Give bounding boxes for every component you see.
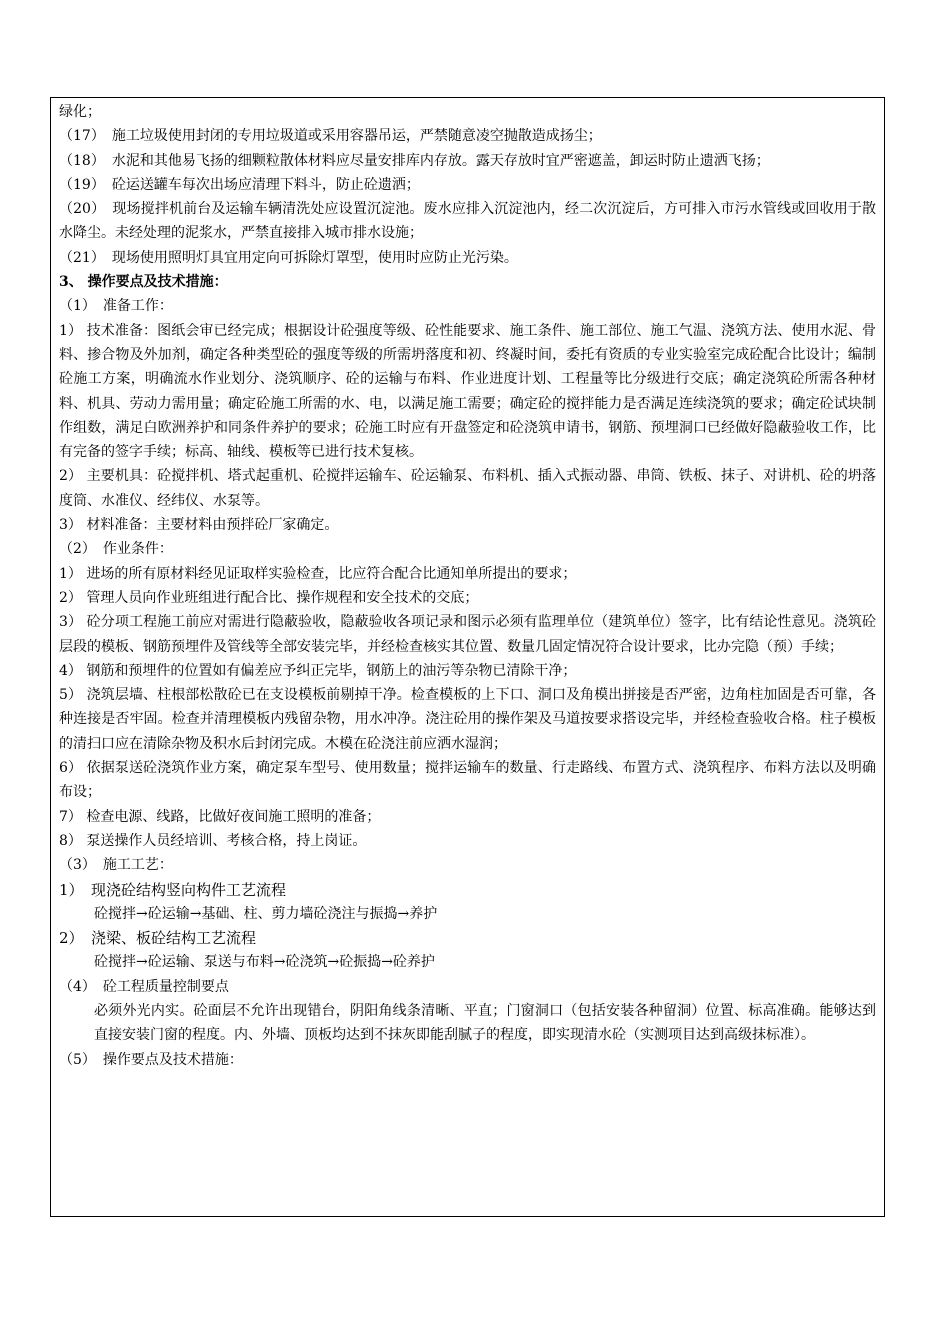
subsection-process: （3） 施工工艺： (59, 857, 173, 874)
cond-8: 8） 泵送操作人员经培训、考核合格，持上岗证。 (59, 832, 367, 849)
subsection-preparation: （1） 准备工作： (59, 298, 173, 315)
cond-2: 2） 管理人员向作业班组进行配合比、操作规程和安全技术的交底； (59, 589, 479, 606)
item-21: （21） 现场使用照明灯具宜用定向可拆除灯罩型，使用时应防止光污染。 (59, 249, 518, 266)
prep-materials: 3） 材料准备：主要材料由预拌砼厂家确定。 (59, 517, 339, 534)
section-3-heading: 3、 操作要点及技术措施： (59, 274, 228, 291)
cond-5: 5） 浇筑层墙、柱根部松散砼已在支设模板前剔掉干净。检查模板的上下口、洞口及角模出拼接是否严密，边角柱加固是否可靠，各种连接是否牢固。检查并清理模板内残留杂物，用水冲净。浇注砼用的操作架及马道按要求搭设完毕，并经检查验收合格。柱子模板的清扫口应在清除杂物及积水后封闭完成。木模在砼浇注前应洒水湿润； (59, 687, 876, 752)
quality-text: 必须外光内实。砼面层不允许出现错台，阴阳角线条清晰、平直；门窗洞口（包括安装各种留洞）位置、标高准确。能够达到直接安装门窗的程度。内、外墙、顶板均达到不抹灰即能刮腻子的程度，即实现清水砼（实测项目达到高级抹标准）。 (94, 1002, 876, 1044)
document-frame (50, 97, 885, 1217)
process-vertical-flow: 砼搅拌→砼运输→基础、柱、剪力墙砼浇注与振捣→养护 (94, 905, 438, 922)
subsection-quality: （4） 砼工程质量控制要点 (59, 978, 229, 995)
cond-1: 1） 进场的所有原材料经见证取样实验检查，比应符合配合比通知单所提出的要求； (59, 565, 577, 582)
item-17: （17） 施工垃圾使用封闭的专用垃圾道或采用容器吊运，严禁随意凌空抛散造成扬尘； (59, 128, 602, 145)
prep-equipment: 2） 主要机具：砼搅拌机、塔式起重机、砼搅拌运输车、砼运输泵、布料机、插入式振动器、串筒、铁板、抹子、对讲机、砼的坍落度筒、水准仪、经纬仪、水泵等。 (59, 468, 876, 509)
cond-3: 3） 砼分项工程施工前应对需进行隐蔽验收，隐蔽验收各项记录和图示必须有监理单位（建筑单位）签字，比有结论性意见。浇筑砼层段的模板、钢筋预埋件及管线等全部安装完毕，并经检查核实其位置、数量几固定情况符合设计要求，比办完隐（预）手续； (59, 614, 876, 655)
item-19: （19） 砼运送罐车每次出场应清理下料斗，防止砼遗洒； (59, 176, 420, 193)
line-greening: 绿化； (59, 104, 101, 120)
cond-4: 4） 钢筋和预埋件的位置如有偏差应予纠正完毕，钢筋上的油污等杂物已清除干净； (59, 662, 577, 679)
subsection-conditions: （2） 作业条件： (59, 541, 173, 558)
process-beam-title: 2） 浇梁、板砼结构工艺流程 (59, 929, 257, 948)
cond-7: 7） 检查电源、线路，比做好夜间施工照明的准备； (59, 808, 381, 825)
cond-6: 6） 依据泵送砼浇筑作业方案，确定泵车型号、使用数量；搅拌运输车的数量、行走路线、布置方式、浇筑程序、布料方法以及明确布设； (59, 760, 876, 801)
process-vertical-title: 1） 现浇砼结构竖向构件工艺流程 (59, 880, 287, 899)
process-beam-flow: 砼搅拌→砼运输、泵送与布料→砼浇筑→砼振捣→砼养护 (94, 954, 435, 971)
item-20: （20） 现场搅拌机前台及运输车辆清洗处应设置沉淀池。废水应排入沉淀池内，经二次沉淀后，方可排入市污水管线或回收用于散水降尘。未经处理的泥浆水，严禁直接排入城市排水设施； (59, 201, 876, 242)
prep-technical: 1） 技术准备：图纸会审已经完成；根据设计砼强度等级、砼性能要求、施工条件、施工部位、施工气温、浇筑方法、使用水泥、骨料、掺合物及外加剂，确定各种类型砼的强度等级的所需坍落度和初、终凝时间，委托有资质的专业实验室完成砼配合比设计；编制砼施工方案，明确流水作业划分、浇筑顺序、砼的运输与布料、作业进度计划、工程量等比分级进行交底；确定浇筑砼所需各种材料、机具、劳动力需用量；确定砼施工所需的水、电，以满足施工需要；确定砼的搅拌能力是否满足连续浇筑的要求；确定砼试块制作组数，满足白欧洲养护和同条件养护的要求；砼施工时应有开盘签定和砼浇筑申请书，钢筋、预埋洞口已经做好隐蔽验收工作，比有完备的签字手续；标高、轴线、模板等已进行技术复核。 (59, 322, 876, 461)
subsection-operation: （5） 操作要点及技术措施： (59, 1051, 243, 1068)
item-18: （18） 水泥和其他易飞扬的细颗粒散体材料应尽量安排库内存放。露天存放时宜严密遮盖，卸运时防止遗洒飞扬； (59, 152, 770, 169)
